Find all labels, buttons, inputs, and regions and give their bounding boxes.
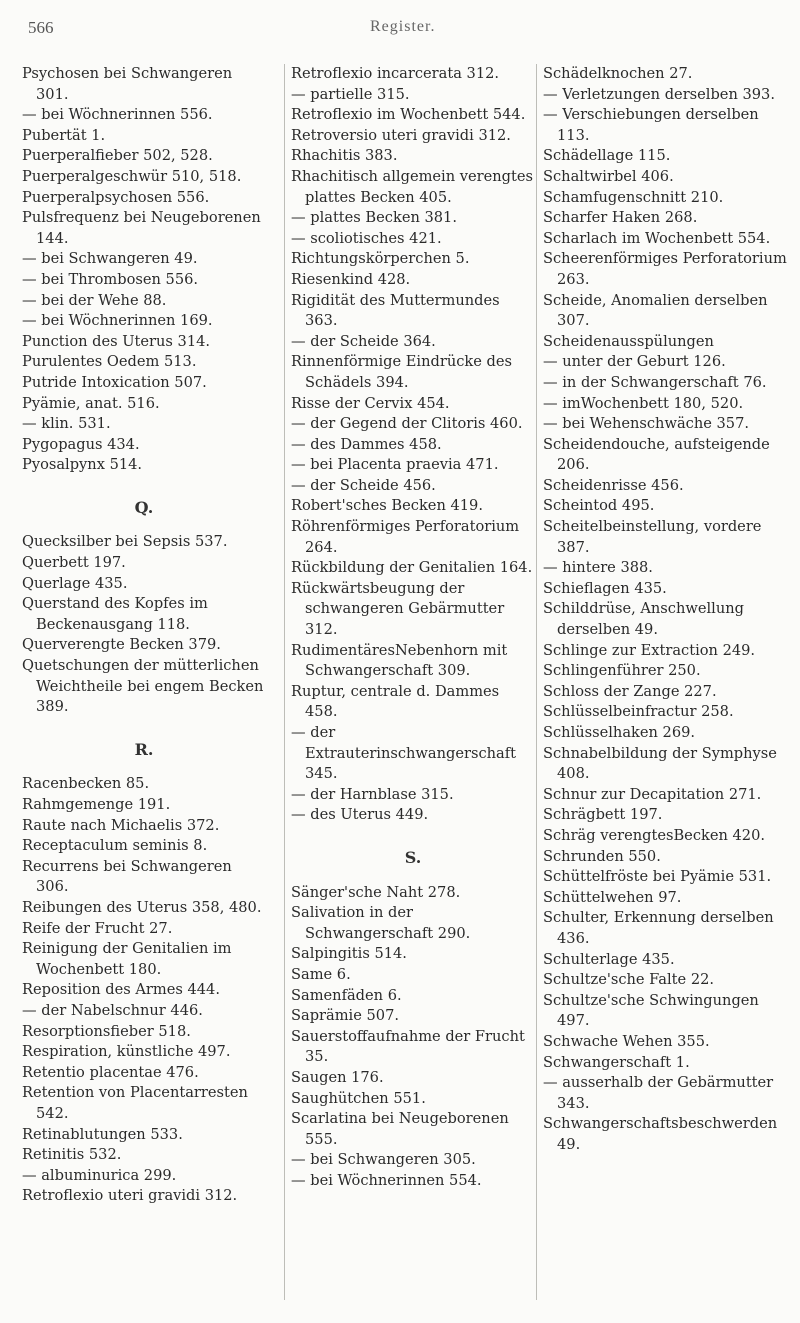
index-entry: Schulterlage 435. bbox=[543, 950, 675, 968]
index-entry: Schulter, Erkennung derselben 436. bbox=[543, 909, 774, 947]
index-entry: Schnabelbildung der Symphyse 408. bbox=[543, 744, 777, 783]
index-entry: Risse der Cervix 454. bbox=[291, 394, 450, 412]
index-entry: Scheidendouche, aufsteigende 206. bbox=[543, 435, 770, 474]
index-entry: Schlinge zur Extraction 249. bbox=[543, 641, 756, 659]
index-entry: Scharfer Haken 268. bbox=[543, 209, 698, 227]
index-entry: Schultze'sche Schwingungen 497. bbox=[543, 991, 759, 1030]
index-entry: — albuminurica 299. bbox=[22, 1166, 177, 1184]
index-column-2 bbox=[284, 64, 535, 1300]
index-entry: Rinnenförmige Eindrücke des Schädels 394. bbox=[291, 353, 512, 391]
index-entry: — hintere 388. bbox=[543, 559, 653, 577]
index-entry: Puerperalgeschwür 510, 518. bbox=[22, 167, 242, 185]
index-entry: Puerperalfieber 502, 528. bbox=[22, 147, 213, 165]
index-entry: Retroflexio im Wochenbett 544. bbox=[291, 106, 526, 124]
index-entry: Schamfugenschnitt 210. bbox=[543, 188, 724, 206]
index-entry: Saughütchen 551. bbox=[291, 1089, 426, 1107]
index-entry: Ruptur, centrale d. Dammes 458. bbox=[291, 682, 500, 721]
index-entry: — bei Wöchnerinnen 169. bbox=[22, 312, 213, 330]
index-entry: Schwache Wehen 355. bbox=[543, 1032, 710, 1050]
index-entry: Richtungskörperchen 5. bbox=[291, 250, 470, 268]
index-entry: Reibungen des Uterus 358, 480. bbox=[22, 898, 262, 916]
index-entry: Scheitelbeinstellung, vordere 387. bbox=[543, 518, 762, 556]
index-entry: Psychosen bei Schwangeren 301. bbox=[22, 65, 233, 103]
index-entry: Schlüsselhaken 269. bbox=[543, 724, 696, 741]
index-entry: Pyosalpynx 514. bbox=[22, 456, 143, 474]
index-entry: Sänger'sche Naht 278. bbox=[291, 883, 461, 901]
index-entry: Schädelknochen 27. bbox=[543, 65, 693, 82]
index-entry: — partielle 315. bbox=[291, 85, 410, 103]
index-entry: — der Gegend der Clitoris 460. bbox=[291, 415, 523, 433]
index-entry: Reposition des Armes 444. bbox=[22, 981, 220, 999]
index-column-3 bbox=[536, 64, 793, 1300]
index-entry: Recurrens bei Schwangeren 306. bbox=[22, 857, 232, 896]
index-entry: Retroversio uteri gravidi 312. bbox=[291, 126, 511, 144]
running-title: Register. bbox=[370, 18, 436, 35]
index-entry: Schieflagen 435. bbox=[543, 579, 667, 597]
index-entry: Putride Intoxication 507. bbox=[22, 373, 207, 391]
index-entry: Samenfäden 6. bbox=[291, 986, 402, 1004]
index-entry: — der Scheide 456. bbox=[291, 476, 436, 494]
index-entry: — der Scheide 364. bbox=[291, 332, 436, 350]
index-entry: Retention von Placentarresten 542. bbox=[22, 1084, 248, 1122]
index-entry: Pygopagus 434. bbox=[22, 435, 140, 453]
index-entry: — scoliotisches 421. bbox=[291, 229, 442, 247]
index-entry: Reife der Frucht 27. bbox=[22, 919, 173, 937]
index-entry: Salivation in der Schwangerschaft 290. bbox=[291, 904, 471, 942]
index-entry: Receptaculum seminis 8. bbox=[22, 837, 208, 855]
index-entry: — bei Wöchnerinnen 556. bbox=[22, 106, 213, 124]
index-entry: Rahmgemenge 191. bbox=[22, 796, 171, 813]
index-entry: Salpingitis 514. bbox=[291, 945, 407, 963]
index-entry: Pyämie, anat. 516. bbox=[22, 394, 160, 412]
index-entry: Purulentes Oedem 513. bbox=[22, 353, 197, 371]
index-entry: Pulsfrequenz bei Neugeborenen 144. bbox=[22, 209, 261, 247]
index-entry: Scheidenrisse 456. bbox=[543, 476, 684, 494]
index-entry: — bei Wehenschwäche 357. bbox=[543, 415, 749, 433]
index-column-1 bbox=[22, 64, 266, 1207]
index-entry: Schlüsselbeinfractur 258. bbox=[543, 703, 734, 721]
index-entry: Querlage 435. bbox=[22, 574, 128, 592]
index-entry: Same 6. bbox=[291, 965, 351, 983]
index-entry: Resorptionsfieber 518. bbox=[22, 1022, 191, 1040]
index-entry: Retinablutungen 533. bbox=[22, 1125, 183, 1143]
index-entry: Rhachitis 383. bbox=[291, 147, 398, 165]
index-entry: Schädellage 115. bbox=[543, 147, 671, 165]
index-entry: — Verletzungen derselben 393. bbox=[543, 85, 775, 103]
index-entry: Riesenkind 428. bbox=[291, 270, 411, 288]
index-entry: — in der Schwangerschaft 76. bbox=[543, 373, 767, 391]
index-entry: — bei der Wehe 88. bbox=[22, 291, 167, 309]
index-entry: — des Dammes 458. bbox=[291, 435, 442, 453]
index-entry: — der Harnblase 315. bbox=[291, 785, 454, 803]
index-entry: Rückwärtsbeugung der schwangeren Gebärmutter 312. bbox=[291, 579, 505, 639]
index-entry: Quetschungen der mütterlichen Weichtheile bei engem Becken 389. bbox=[22, 657, 264, 716]
index-entry: Schnur zur Decapitation 271. bbox=[543, 785, 762, 803]
index-entry: Schwangerschaftsbeschwerden 49. bbox=[543, 1115, 778, 1153]
index-entry: Schräg verengtesBecken 420. bbox=[543, 826, 765, 844]
index-entry: Rigidität des Muttermundes 363. bbox=[291, 291, 500, 330]
index-entry: Robert'sches Becken 419. bbox=[291, 497, 483, 515]
index-entry: — Verschiebungen derselben 113. bbox=[543, 106, 759, 144]
index-entry: — des Uterus 449. bbox=[291, 806, 429, 824]
page-number: 566 bbox=[28, 18, 54, 37]
section-letter: S. bbox=[404, 847, 422, 867]
index-entry: Schüttelwehen 97. bbox=[543, 888, 682, 906]
index-entry: Schrunden 550. bbox=[543, 847, 661, 865]
index-entry: — bei Placenta praevia 471. bbox=[291, 456, 499, 474]
index-entry: — plattes Becken 381. bbox=[291, 209, 457, 227]
index-entry: — der Nabelschnur 446. bbox=[22, 1001, 203, 1019]
index-entry: Punction des Uterus 314. bbox=[22, 332, 211, 350]
section-letter: Q. bbox=[134, 497, 154, 517]
index-entry: Reinigung der Genitalien im Wochenbett 180. bbox=[22, 940, 232, 978]
index-entry: Querstand des Kopfes im Beckenausgang 118. bbox=[22, 595, 208, 633]
index-entry: Saugen 176. bbox=[291, 1068, 384, 1086]
page-header bbox=[0, 18, 800, 42]
index-entry: Retinitis 532. bbox=[22, 1146, 122, 1164]
index-entry: Rückbildung der Genitalien 164. bbox=[291, 559, 533, 577]
index-entry: RudimentäresNebenhorn mit Schwangerschaft 309. bbox=[291, 641, 508, 680]
index-entry: — bei Thrombosen 556. bbox=[22, 270, 199, 288]
index-entry: — unter der Geburt 126. bbox=[543, 353, 726, 371]
index-entry: — imWochenbett 180, 520. bbox=[543, 394, 744, 412]
index-entry: Schwangerschaft 1. bbox=[543, 1053, 690, 1071]
index-entry: Pubertät 1. bbox=[22, 126, 106, 144]
index-entry: Scheide, Anomalien derselben 307. bbox=[543, 291, 768, 330]
index-entry: Schultze'sche Falte 22. bbox=[543, 971, 715, 989]
index-entry: — ausserhalb der Gebärmutter 343. bbox=[543, 1074, 774, 1112]
index-entry: Retentio placentae 476. bbox=[22, 1063, 199, 1081]
index-entry: — bei Schwangeren 305. bbox=[291, 1151, 476, 1169]
index-entry: Scheerenförmiges Perforatorium 263. bbox=[543, 250, 787, 288]
index-entry: Scharlach im Wochenbett 554. bbox=[543, 229, 771, 247]
index-entry: Röhrenförmiges Perforatorium 264. bbox=[291, 518, 520, 556]
index-entry: Schlingenführer 250. bbox=[543, 662, 701, 680]
index-entry: Saprämie 507. bbox=[291, 1007, 399, 1025]
index-entry: Sauerstoffaufnahme der Frucht 35. bbox=[291, 1027, 525, 1066]
index-entry: Puerperalpsychosen 556. bbox=[22, 188, 210, 206]
index-entry: Querbett 197. bbox=[22, 554, 126, 572]
index-entry: — klin. 531. bbox=[22, 415, 111, 433]
index-entry: Raute nach Michaelis 372. bbox=[22, 816, 220, 834]
index-entry: Quecksilber bei Sepsis 537. bbox=[22, 533, 228, 551]
index-entry: Rhachitisch allgemein verengtes plattes Becken 405. bbox=[291, 167, 533, 206]
index-entry: Schaltwirbel 406. bbox=[543, 167, 674, 185]
index-entry: Schrägbett 197. bbox=[543, 806, 663, 824]
index-entry: Scheidenausspülungen bbox=[543, 332, 714, 350]
index-entry: Querverengte Becken 379. bbox=[22, 636, 221, 654]
index-entry: Scarlatina bei Neugeborenen 555. bbox=[291, 1110, 509, 1148]
index-entry: Scheintod 495. bbox=[543, 497, 655, 515]
index-entry: — bei Wöchnerinnen 554. bbox=[291, 1171, 482, 1189]
index-entry: Schloss der Zange 227. bbox=[543, 682, 717, 700]
index-entry: Retroflexio incarcerata 312. bbox=[291, 65, 500, 82]
section-letter: R. bbox=[134, 739, 154, 759]
index-entry: Retroflexio uteri gravidi 312. bbox=[22, 1187, 238, 1205]
index-entry: — der Extrauterinschwangerschaft 345. bbox=[291, 724, 517, 783]
index-entry: — bei Schwangeren 49. bbox=[22, 250, 198, 268]
index-entry: Schilddrüse, Anschwellung derselben 49. bbox=[543, 600, 744, 639]
index-entry: Racenbecken 85. bbox=[22, 775, 150, 793]
index-entry: Respiration, künstliche 497. bbox=[22, 1043, 231, 1061]
index-entry: Schüttelfröste bei Pyämie 531. bbox=[543, 868, 772, 886]
